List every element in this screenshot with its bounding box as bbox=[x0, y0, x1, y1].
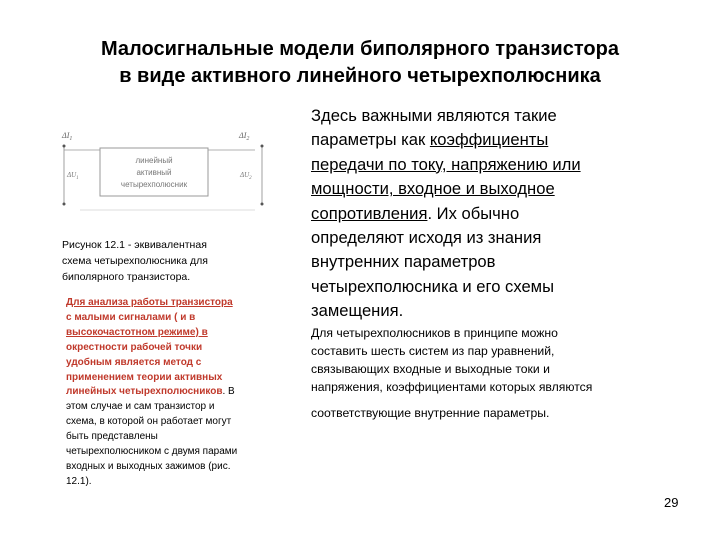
output-voltage-label: $\Delta U_2$ bbox=[240, 171, 252, 181]
page-number: 29 bbox=[664, 495, 679, 510]
two-port-diagram bbox=[50, 120, 280, 232]
text-line: 12.1). bbox=[66, 475, 92, 487]
terminal-dot bbox=[261, 203, 264, 206]
red-text-line: высокочастотном режиме) в bbox=[66, 326, 208, 338]
red-text-line: применением теории активных bbox=[66, 371, 223, 383]
link-line[interactable]: передачи по току, напряжению или bbox=[311, 154, 581, 174]
text-line: схема, в которой он работает могут bbox=[66, 416, 232, 428]
text-line: четырехполюсником с двумя парами bbox=[66, 446, 238, 458]
slide-title bbox=[30, 36, 690, 90]
caption-line: Рисунок 12.1 - эквивалентная bbox=[62, 239, 207, 251]
title-line-2: в виде активного линейного четырехполюсника bbox=[119, 65, 601, 87]
secondary-text-line: составить шесть систем из пар уравнений, bbox=[311, 344, 555, 358]
secondary-text-line: напряжения, коэффициентами которых являются bbox=[311, 380, 593, 394]
figure-caption bbox=[62, 237, 247, 285]
red-text-line: с малыми сигналами ( и в bbox=[66, 311, 196, 323]
left-description bbox=[66, 296, 281, 490]
box-text-line-1: линейный bbox=[135, 156, 173, 165]
link-resistance[interactable]: сопротивления bbox=[311, 203, 428, 223]
secondary-text-line: Для четырехполюсников в принципе можно bbox=[311, 326, 558, 340]
title-line-1: Малосигнальные модели биполярного транзистора bbox=[101, 38, 619, 60]
main-text-line: внутренних параметров bbox=[311, 252, 496, 272]
main-text-line: определяют исходя из знания bbox=[311, 228, 542, 248]
box-text-line-2: активный bbox=[136, 168, 172, 177]
terminal-dot bbox=[63, 203, 66, 206]
terminal-dot bbox=[261, 145, 264, 148]
main-text-line: сопротивления. Их обычно bbox=[311, 203, 520, 223]
red-text-line: Для анализа работы транзистора bbox=[66, 297, 233, 308]
red-text-line: окрестности рабочей точки bbox=[66, 341, 203, 353]
main-text bbox=[311, 104, 691, 324]
output-current-label: $\Delta I_2$ bbox=[239, 131, 250, 142]
input-voltage-label: $\Delta U_1$ bbox=[67, 171, 79, 181]
link-coefficients[interactable]: коэффициенты bbox=[429, 130, 549, 150]
main-text-line: параметры как коэффициенты bbox=[311, 130, 549, 150]
secondary-text bbox=[311, 324, 691, 422]
caption-line: схема четырехполюсника для bbox=[62, 255, 208, 267]
terminal-dot bbox=[63, 145, 66, 148]
link-line[interactable]: мощности, входное и выходное bbox=[311, 179, 555, 199]
secondary-text-line: соответствующие внутренние параметры. bbox=[311, 406, 550, 420]
text-line: быть представлены bbox=[66, 431, 158, 443]
input-current-label: $\Delta I_1$ bbox=[62, 131, 73, 142]
red-text-line: удобным является метод с bbox=[66, 356, 202, 368]
main-text-line: четырехполюсника и его схемы bbox=[311, 276, 555, 296]
text-line: входных и выходных зажимов (рис. bbox=[66, 460, 231, 472]
text-line: этом случае и сам транзистор и bbox=[66, 401, 215, 413]
caption-line: биполярного транзистора. bbox=[62, 271, 191, 283]
box-text-line-3: четырехполюсник bbox=[120, 180, 188, 189]
main-text-line: замещения. bbox=[311, 301, 404, 321]
secondary-text-line: связывающих входные и выходные токи и bbox=[311, 362, 550, 376]
mixed-text-line: линейных четырехполюсников. В bbox=[66, 386, 235, 398]
main-text-line: Здесь важными являются такие bbox=[311, 106, 557, 125]
